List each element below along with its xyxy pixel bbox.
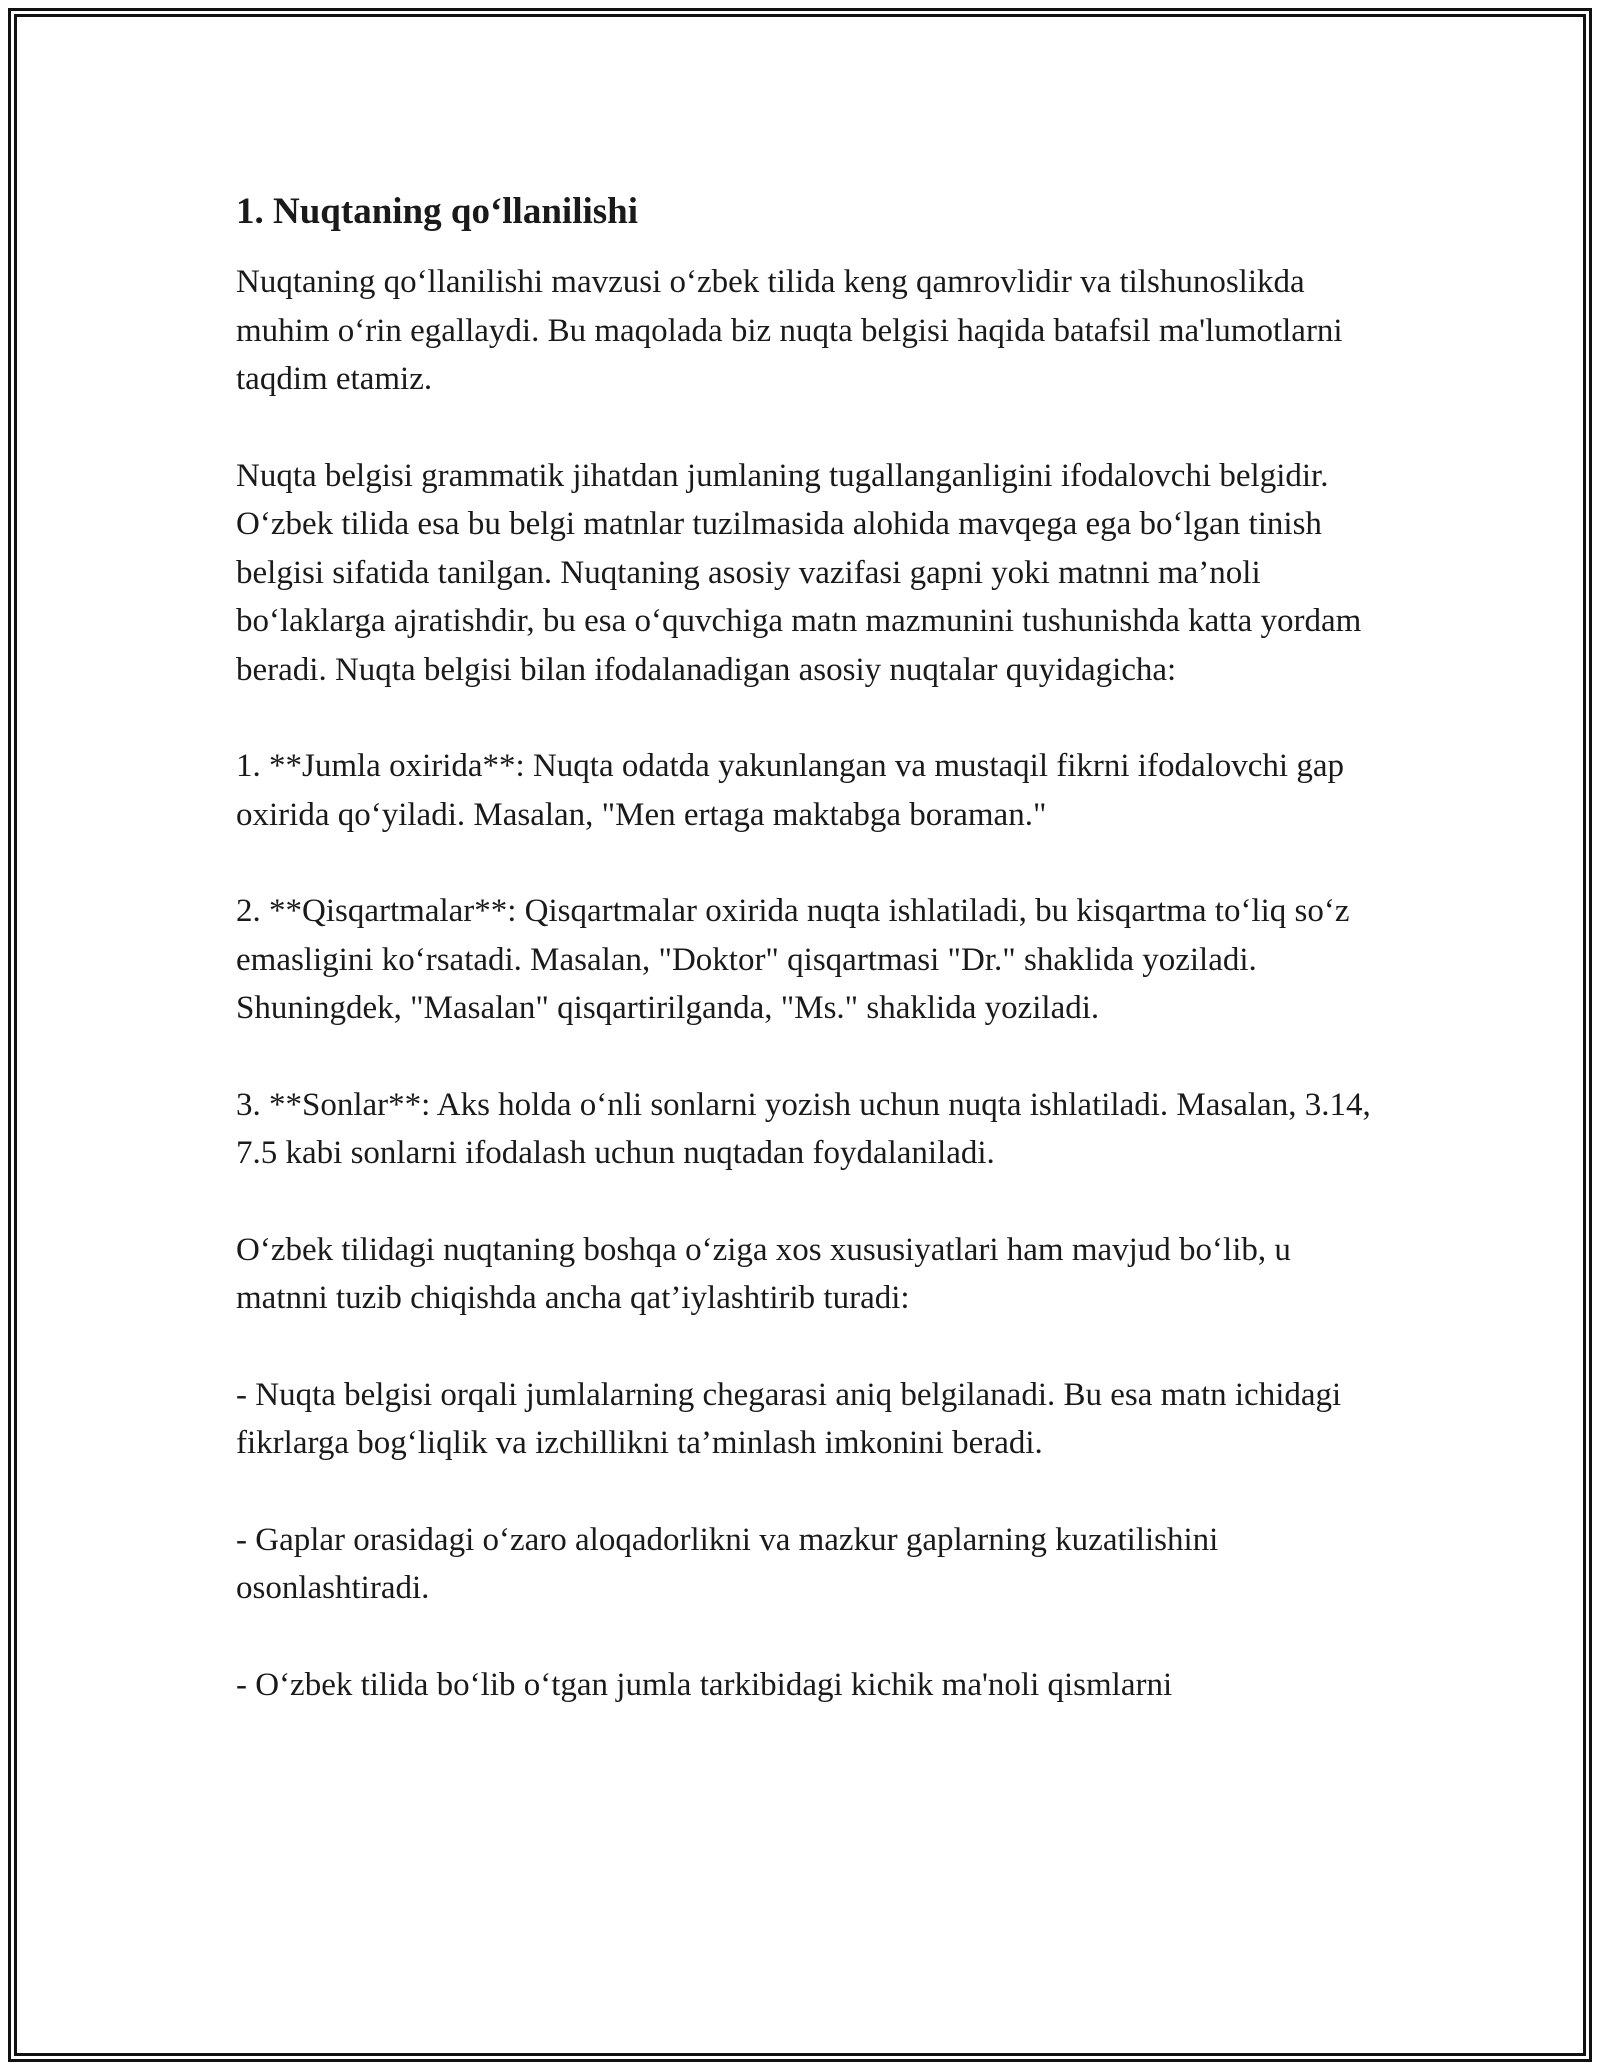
- paragraph-definition: Nuqta belgisi grammatik jihatdan jumlaning tugallanganligini ifodalovchi belgidir. O‘zbek tilida esa bu belgi matnlar tuzilmasida alohida mavqega ega bo‘lgan tinish belgisi sifatida tanilgan. Nuqtaning asosiy vazifasi gapni yoki matnni ma’noli bo‘laklarga ajratishdir, bu esa o‘quvchiga matn mazmunini tushunishda katta yordam beradi. Nuqta belgisi bilan ifodalanadigan asosiy nuqtalar quyidagicha:: [236, 457, 1362, 688]
- bullet-item-meaningful-parts: - O‘zbek tilida bo‘lib o‘tgan jumla tarkibidagi kichik ma'noli qismlarni: [236, 1666, 1173, 1703]
- paragraph-intro: Nuqtaning qo‘llanilishi mavzusi o‘zbek tilida keng qamrovlidir va tilshunoslikda muhim o‘rin egallaydi. Bu maqolada biz nuqta belgisi haqida batafsil ma'lumotlarni taqdim etamiz.: [236, 264, 1343, 397]
- list-item-sentence-end: 1. **Jumla oxirida**: Nuqta odatda yakunlangan va mustaqil fikrni ifodalovchi gap oxirida qo‘yiladi. Masalan, "Men ertaga maktabga boraman.": [236, 748, 1344, 833]
- list-item-abbreviations: 2. **Qisqartmalar**: Qisqartmalar oxirida nuqta ishlatiladi, bu kisqartma to‘liq so‘z emasligini ko‘rsatadi. Masalan, "Doktor" qisqartmasi "Dr." shaklida yoziladi. Shuningdek, "Masalan" qisqartirilganda, "Ms." shaklida yoziladi.: [236, 893, 1350, 1026]
- bullet-item-boundaries: - Nuqta belgisi orqali jumlalarning chegarasi aniq belgilanadi. Bu esa matn ichidagi fikrlarga bog‘liqlik va izchillikni ta’minlash imkonini beradi.: [236, 1376, 1342, 1461]
- section-heading: 1. Nuqtaning qo‘llanilishi: [236, 191, 639, 232]
- document-body: [236, 188, 1376, 1709]
- list-item-numbers: 3. **Sonlar**: Aks holda o‘nli sonlarni yozish uchun nuqta ishlatiladi. Masalan, 3.14, 7.5 kabi sonlarni ifodalash uchun nuqtadan foydalaniladi.: [236, 1086, 1371, 1171]
- paragraph-features: O‘zbek tilidagi nuqtaning boshqa o‘ziga xos xususiyatlari ham mavjud bo‘lib, u matnni tuzib chiqishda ancha qat’iylashtirib turadi:: [236, 1231, 1291, 1316]
- bullet-item-relations: - Gaplar orasidagi o‘zaro aloqadorlikni va mazkur gaplarning kuzatilishini osonlashtiradi.: [236, 1521, 1219, 1606]
